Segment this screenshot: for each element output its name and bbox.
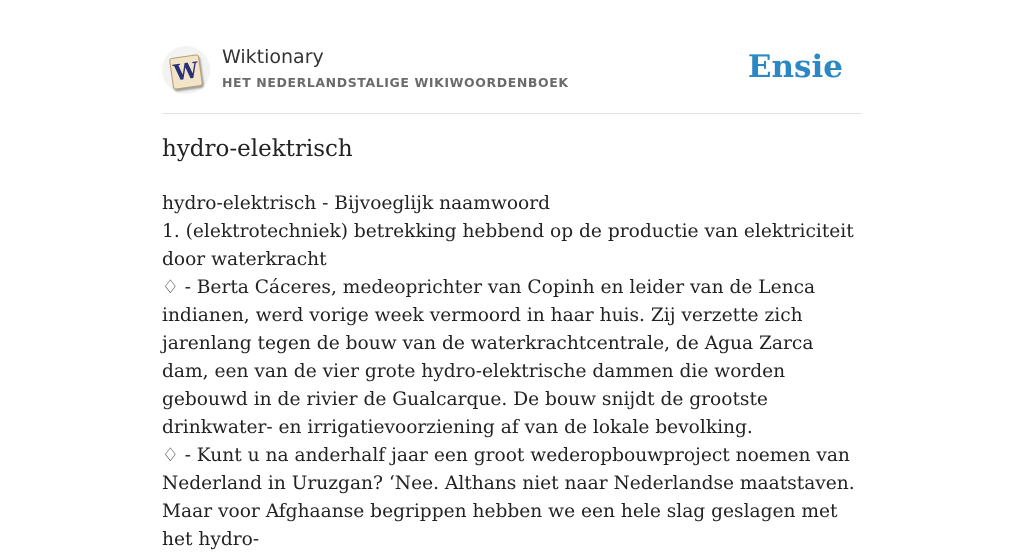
part-of-speech-line: hydro-elektrisch - Bijvoeglijk naamwoord bbox=[162, 193, 550, 214]
definition-line: 1. (elektrotechniek) betrekking hebbend op de productie van elektriciteit door waterkracht bbox=[162, 221, 854, 270]
page bbox=[162, 0, 862, 550]
site-subtitle: HET NEDERLANDSTALIGE WIKIWOORDENBOEK bbox=[222, 75, 569, 90]
site-title[interactable]: Wiktionary bbox=[222, 46, 324, 68]
example-sentence-1: ♢ - Berta Cáceres, medeoprichter van Copinh en leider van de Lenca indianen, werd vorige week vermoord in haar huis. Zij verzette zich jarenlang tegen de bouw van de waterkrachtcentrale, de Agua Zarca dam, een van de vier grote hydro-elektrische dammen die worden gebouwd in de rivier de Gualcarque. De bouw snijdt de grootste drinkwater- en irrigatievoorziening af van de lokale bevolking. bbox=[162, 277, 816, 438]
site-header bbox=[162, 44, 862, 96]
header-divider bbox=[162, 113, 862, 114]
definition-body bbox=[162, 190, 862, 554]
wiktionary-tile-icon: W bbox=[169, 54, 203, 90]
example-sentence-2: ♢ - Kunt u na anderhalf jaar een groot wederopbouwproject noemen van Nederland in Uruzgan? ‘Nee. Althans niet naar Nederlandse maatstaven. Maar voor Afghaanse begrippen hebben we een hele slag geslagen met het hydro- bbox=[162, 445, 855, 550]
ensie-logo[interactable]: Ensie bbox=[747, 49, 843, 85]
page-title: hydro-elektrisch bbox=[162, 136, 353, 162]
wiktionary-logo[interactable] bbox=[162, 46, 210, 94]
